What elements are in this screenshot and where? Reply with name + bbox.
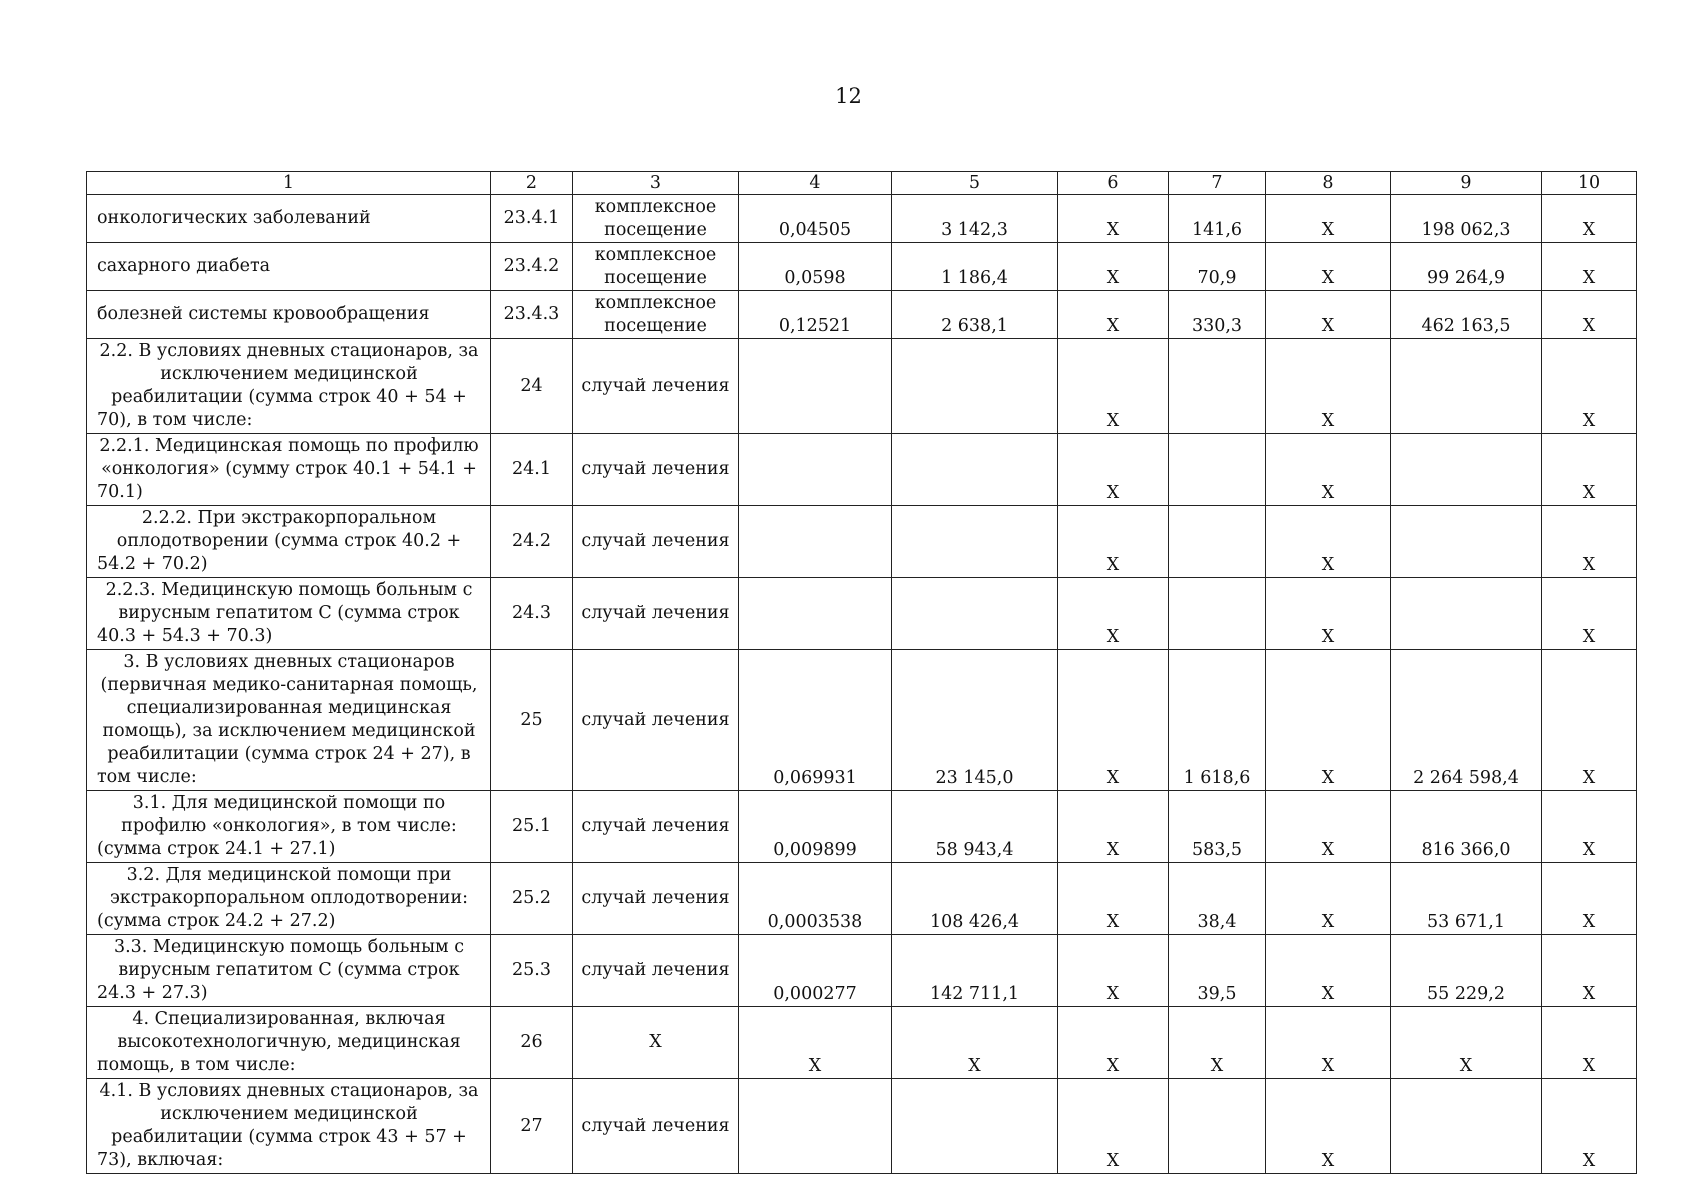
cell-col9: 99 264,9 xyxy=(1391,243,1542,291)
column-header: 8 xyxy=(1266,172,1391,195)
cell-col6: X xyxy=(1058,791,1169,863)
cell-col5: 23 145,0 xyxy=(892,650,1058,791)
cell-col8: X xyxy=(1266,863,1391,935)
table-row xyxy=(87,791,1637,863)
row-code: 23.4.3 xyxy=(491,291,573,339)
cell-col10: X xyxy=(1542,650,1637,791)
row-unit xyxy=(573,578,739,650)
row-unit xyxy=(573,935,739,1007)
row-code: 24 xyxy=(491,339,573,434)
cell-col8: X xyxy=(1266,935,1391,1007)
row-name: болезней системы кровообращения xyxy=(87,291,491,339)
cell-col9: 198 062,3 xyxy=(1391,195,1542,243)
row-code: 25 xyxy=(491,650,573,791)
cell-col4: 0,000277 xyxy=(739,935,892,1007)
cell-col9 xyxy=(1391,578,1542,650)
cell-col5: 108 426,4 xyxy=(892,863,1058,935)
row-unit-text: случай лечения xyxy=(581,375,730,396)
cell-col6: X xyxy=(1058,935,1169,1007)
cell-col8: X xyxy=(1266,1079,1391,1174)
cell-col5: 142 711,1 xyxy=(892,935,1058,1007)
cell-col7: 38,4 xyxy=(1169,863,1266,935)
cell-col6: X xyxy=(1058,863,1169,935)
cell-col4 xyxy=(739,506,892,578)
cell-col10: X xyxy=(1542,1079,1637,1174)
cell-col7: 141,6 xyxy=(1169,195,1266,243)
row-unit xyxy=(573,506,739,578)
row-name: 3.2. Для медицинской помощи при экстракорпоральном оплодотворении: (сумма строк 24.2 + 27.2) xyxy=(87,863,491,935)
row-unit-text: случай лечения xyxy=(581,888,730,908)
row-unit xyxy=(573,434,739,506)
cell-col8: X xyxy=(1266,791,1391,863)
cell-col6: X xyxy=(1058,578,1169,650)
row-unit xyxy=(573,650,739,791)
cell-col7 xyxy=(1169,506,1266,578)
cell-col7: X xyxy=(1169,1007,1266,1079)
row-code: 24.1 xyxy=(491,434,573,506)
row-name: 2.2.1. Медицинская помощь по профилю «онкология» (сумму строк 40.1 + 54.1 + 70.1) xyxy=(87,434,491,506)
row-unit xyxy=(573,291,739,339)
cell-col6: X xyxy=(1058,1007,1169,1079)
table-row xyxy=(87,506,1637,578)
row-unit-text: случай лечения xyxy=(581,459,730,479)
row-name: 3.3. Медицинскую помощь больным с вирусным гепатитом С (сумма строк 24.3 + 27.3) xyxy=(87,935,491,1007)
cell-col5 xyxy=(892,506,1058,578)
row-name: онкологических заболеваний xyxy=(87,195,491,243)
cell-col6: X xyxy=(1058,650,1169,791)
cell-col4: 0,069931 xyxy=(739,650,892,791)
cell-col4: 0,04505 xyxy=(739,195,892,243)
row-code: 25.1 xyxy=(491,791,573,863)
table-row xyxy=(87,243,1637,291)
table-row xyxy=(87,650,1637,791)
cell-col5: 1 186,4 xyxy=(892,243,1058,291)
cell-col8: X xyxy=(1266,243,1391,291)
row-unit-text: случай лечения xyxy=(581,1115,730,1136)
row-unit-text: случай лечения xyxy=(581,816,730,836)
cell-col7: 1 618,6 xyxy=(1169,650,1266,791)
cell-col7 xyxy=(1169,434,1266,506)
row-name: 2.2. В условиях дневных стационаров, за исключением медицинской реабилитации (сумма строк 40 + 54 + 70), в том числе: xyxy=(87,339,491,434)
row-name: 3.1. Для медицинской помощи по профилю «онкология», в том числе: (сумма строк 24.1 + 27.1) xyxy=(87,791,491,863)
table-row xyxy=(87,578,1637,650)
cell-col10: X xyxy=(1542,195,1637,243)
cell-col10: X xyxy=(1542,243,1637,291)
cell-col9 xyxy=(1391,1079,1542,1174)
row-unit-text: X xyxy=(649,1032,662,1052)
cell-col8: X xyxy=(1266,578,1391,650)
row-unit xyxy=(573,195,739,243)
cell-col6: X xyxy=(1058,1079,1169,1174)
cell-col6: X xyxy=(1058,434,1169,506)
cell-col4: 0,009899 xyxy=(739,791,892,863)
cell-col4 xyxy=(739,339,892,434)
column-header: 1 xyxy=(87,172,491,195)
cell-col5: 58 943,4 xyxy=(892,791,1058,863)
cell-col7 xyxy=(1169,339,1266,434)
cell-col6: X xyxy=(1058,243,1169,291)
row-unit xyxy=(573,1079,739,1174)
cell-col9: 55 229,2 xyxy=(1391,935,1542,1007)
data-table xyxy=(86,171,1637,1174)
cell-col5 xyxy=(892,578,1058,650)
row-unit xyxy=(573,791,739,863)
cell-col5: 3 142,3 xyxy=(892,195,1058,243)
cell-col9 xyxy=(1391,506,1542,578)
cell-col6: X xyxy=(1058,506,1169,578)
column-header: 5 xyxy=(892,172,1058,195)
cell-col10: X xyxy=(1542,291,1637,339)
cell-col10: X xyxy=(1542,935,1637,1007)
table-row xyxy=(87,339,1637,434)
cell-col8: X xyxy=(1266,506,1391,578)
cell-col9: 53 671,1 xyxy=(1391,863,1542,935)
cell-col9: 462 163,5 xyxy=(1391,291,1542,339)
row-unit-text: случай лечения xyxy=(581,709,730,730)
row-code: 25.3 xyxy=(491,935,573,1007)
row-unit-text: комплексное посещение xyxy=(594,244,717,288)
cell-col10: X xyxy=(1542,863,1637,935)
column-header: 7 xyxy=(1169,172,1266,195)
row-unit-text: случай лечения xyxy=(581,960,730,980)
cell-col10: X xyxy=(1542,1007,1637,1079)
row-name: 3. В условиях дневных стационаров (первичная медико-санитарная помощь, специализированная медицинская помощь), за исключением медицинской реабилитации (сумма строк 24 + 27), в том числе: xyxy=(87,650,491,791)
row-unit xyxy=(573,243,739,291)
table-row xyxy=(87,434,1637,506)
cell-col8: X xyxy=(1266,1007,1391,1079)
table-row xyxy=(87,1079,1637,1174)
cell-col5 xyxy=(892,339,1058,434)
cell-col4: 0,12521 xyxy=(739,291,892,339)
row-code: 27 xyxy=(491,1079,573,1174)
table-row xyxy=(87,863,1637,935)
row-code: 24.3 xyxy=(491,578,573,650)
table-row xyxy=(87,935,1637,1007)
table-row xyxy=(87,195,1637,243)
cell-col10: X xyxy=(1542,339,1637,434)
cell-col6: X xyxy=(1058,339,1169,434)
table-row xyxy=(87,291,1637,339)
row-code: 25.2 xyxy=(491,863,573,935)
row-unit-text: комплексное посещение xyxy=(594,196,717,240)
row-code: 24.2 xyxy=(491,506,573,578)
row-code: 23.4.2 xyxy=(491,243,573,291)
row-unit-text: случай лечения xyxy=(581,603,730,623)
column-header: 6 xyxy=(1058,172,1169,195)
row-name: сахарного диабета xyxy=(87,243,491,291)
row-name: 2.2.2. При экстракорпоральном оплодотворении (сумма строк 40.2 + 54.2 + 70.2) xyxy=(87,506,491,578)
cell-col10: X xyxy=(1542,506,1637,578)
cell-col8: X xyxy=(1266,434,1391,506)
cell-col8: X xyxy=(1266,339,1391,434)
cell-col9 xyxy=(1391,339,1542,434)
column-header: 3 xyxy=(573,172,739,195)
cell-col8: X xyxy=(1266,650,1391,791)
cell-col10: X xyxy=(1542,434,1637,506)
cell-col8: X xyxy=(1266,195,1391,243)
header-row xyxy=(87,172,1637,195)
column-header: 2 xyxy=(491,172,573,195)
cell-col7 xyxy=(1169,578,1266,650)
column-header: 10 xyxy=(1542,172,1637,195)
cell-col9: 2 264 598,4 xyxy=(1391,650,1542,791)
row-code: 23.4.1 xyxy=(491,195,573,243)
table-row xyxy=(87,1007,1637,1079)
cell-col4: 0,0598 xyxy=(739,243,892,291)
row-name: 4.1. В условиях дневных стационаров, за исключением медицинской реабилитации (сумма строк 43 + 57 + 73), включая: xyxy=(87,1079,491,1174)
cell-col5 xyxy=(892,434,1058,506)
cell-col5: 2 638,1 xyxy=(892,291,1058,339)
cell-col9 xyxy=(1391,434,1542,506)
cell-col4: 0,0003538 xyxy=(739,863,892,935)
row-unit-text: комплексное посещение xyxy=(594,292,717,336)
row-unit xyxy=(573,863,739,935)
cell-col9: 816 366,0 xyxy=(1391,791,1542,863)
column-header: 9 xyxy=(1391,172,1542,195)
cell-col4 xyxy=(739,1079,892,1174)
cell-col9: X xyxy=(1391,1007,1542,1079)
cell-col7: 70,9 xyxy=(1169,243,1266,291)
cell-col7: 583,5 xyxy=(1169,791,1266,863)
row-code: 26 xyxy=(491,1007,573,1079)
cell-col4: X xyxy=(739,1007,892,1079)
row-unit xyxy=(573,339,739,434)
row-name: 4. Специализированная, включая высокотехнологичную, медицинская помощь, в том числе: xyxy=(87,1007,491,1079)
cell-col10: X xyxy=(1542,578,1637,650)
cell-col5: X xyxy=(892,1007,1058,1079)
cell-col7: 39,5 xyxy=(1169,935,1266,1007)
column-header: 4 xyxy=(739,172,892,195)
row-unit-text: случай лечения xyxy=(581,531,730,551)
page-number: 12 xyxy=(835,84,862,108)
cell-col8: X xyxy=(1266,291,1391,339)
cell-col7 xyxy=(1169,1079,1266,1174)
row-unit xyxy=(573,1007,739,1079)
cell-col5 xyxy=(892,1079,1058,1174)
cell-col6: X xyxy=(1058,195,1169,243)
cell-col4 xyxy=(739,434,892,506)
cell-col10: X xyxy=(1542,791,1637,863)
cell-col6: X xyxy=(1058,291,1169,339)
cell-col7: 330,3 xyxy=(1169,291,1266,339)
cell-col4 xyxy=(739,578,892,650)
row-name: 2.2.3. Медицинскую помощь больным с вирусным гепатитом С (сумма строк 40.3 + 54.3 + 70.3) xyxy=(87,578,491,650)
